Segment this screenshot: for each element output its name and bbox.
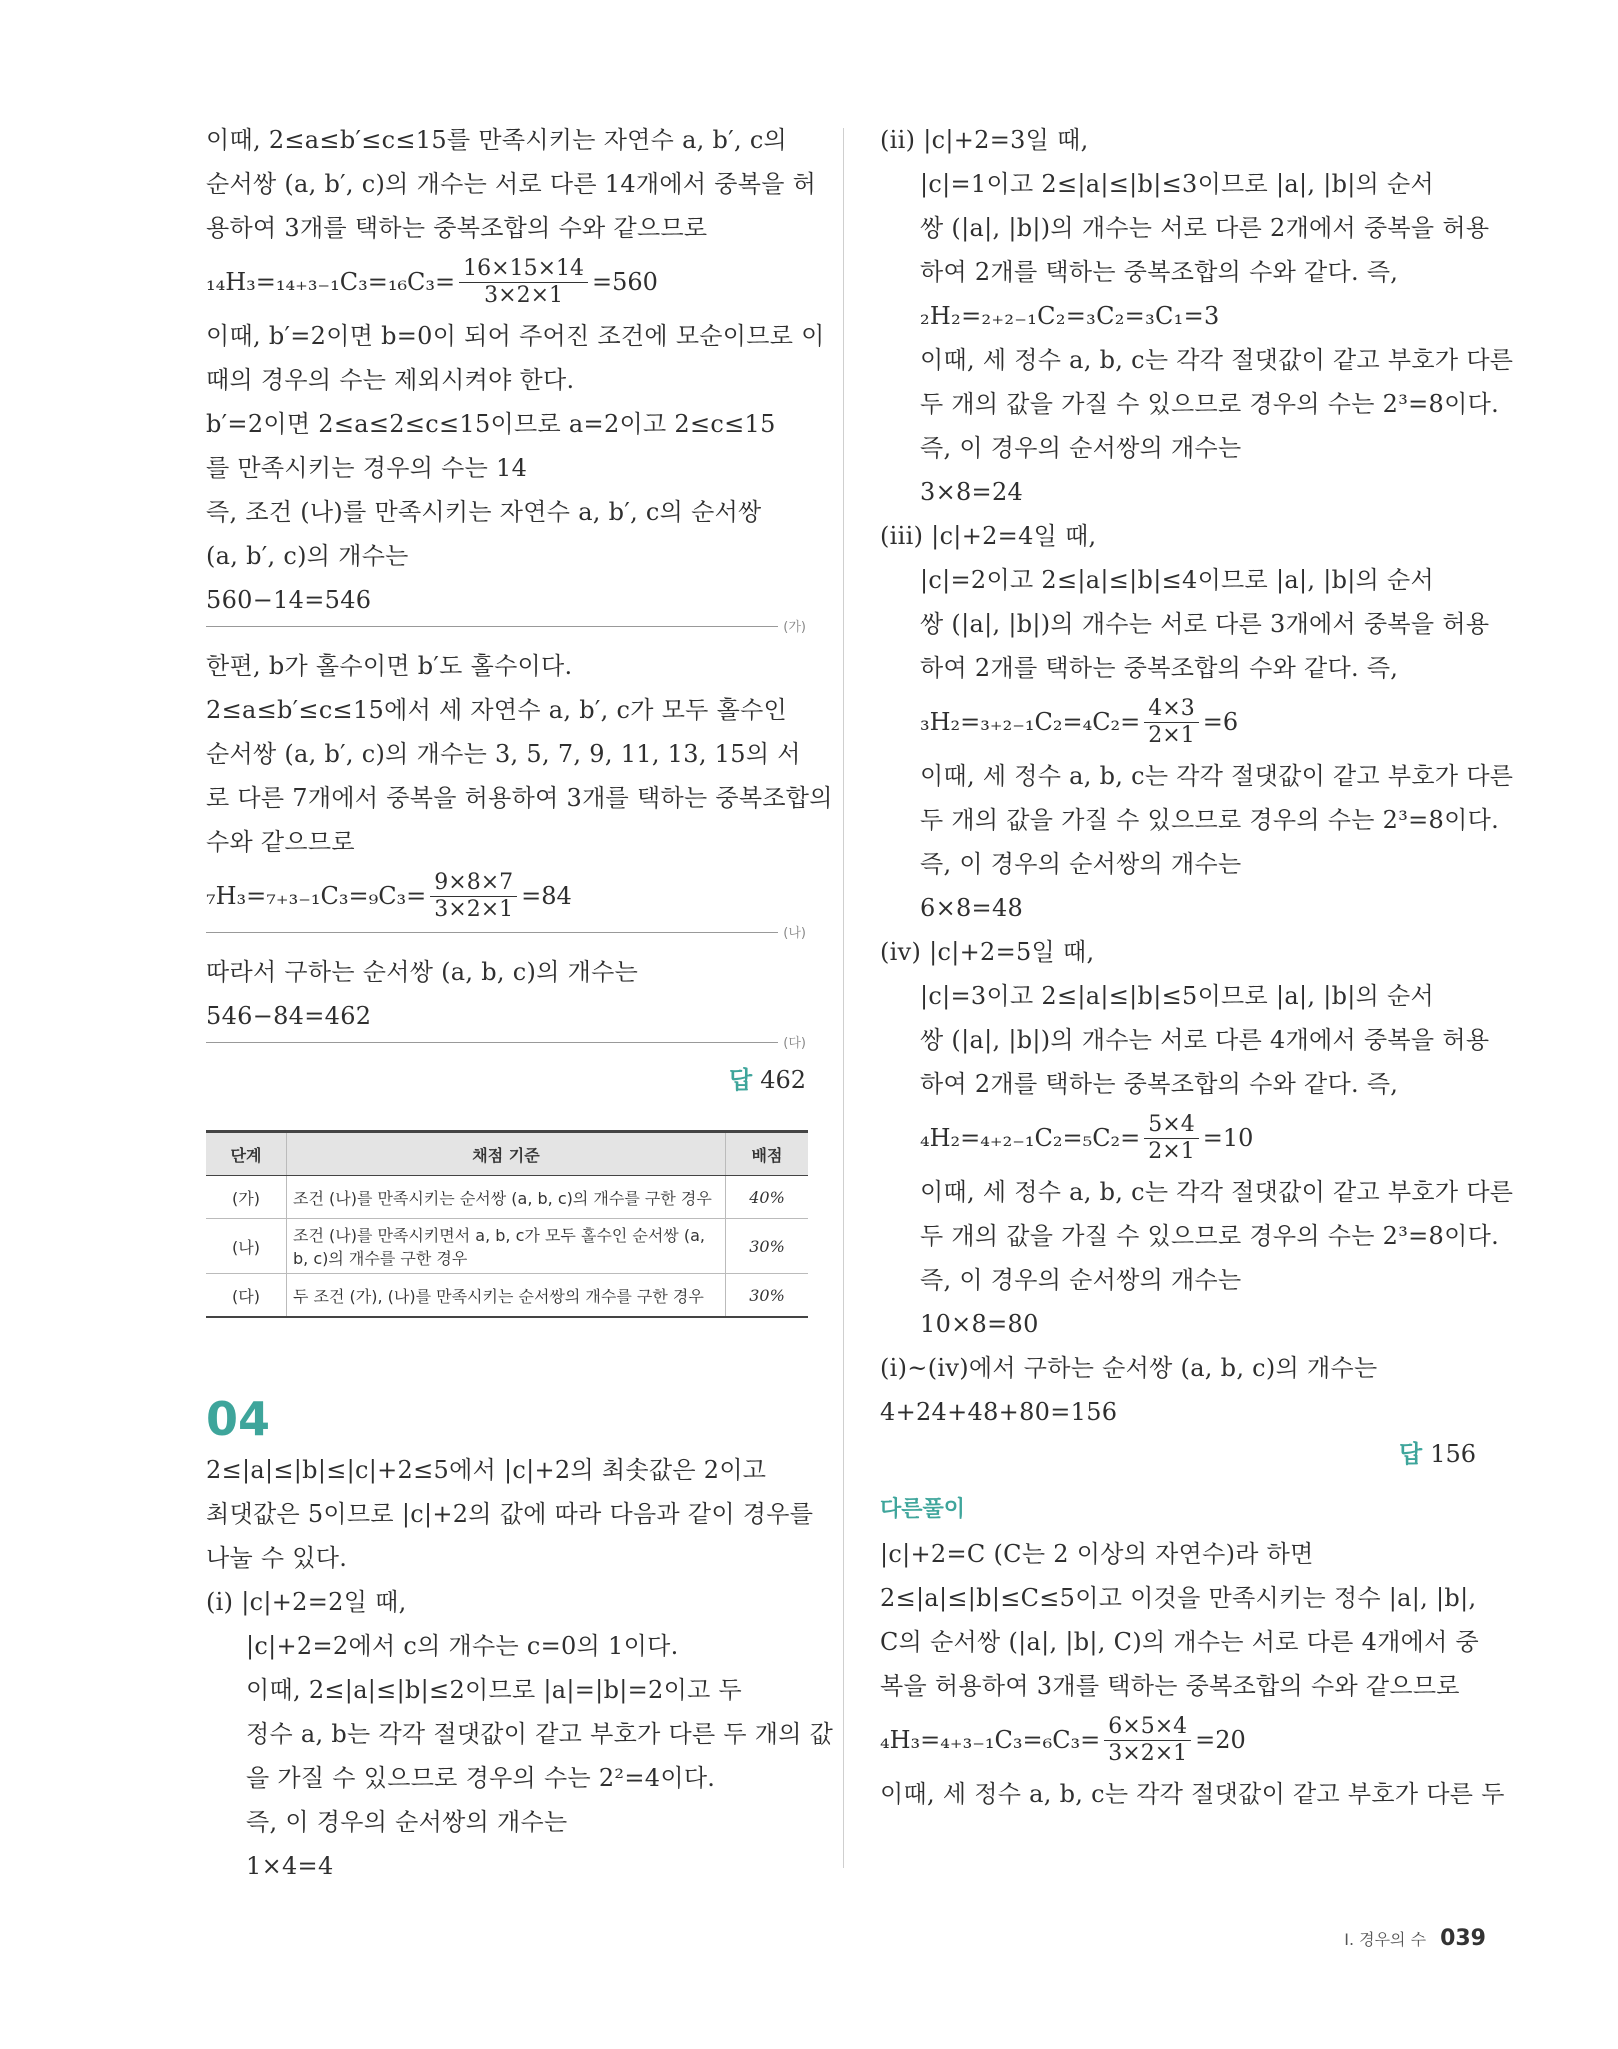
text-line: 2≤|a|≤|b|≤C≤5이고 이것을 만족시키는 정수 |a|, |b|,	[880, 1584, 1477, 1612]
step-marker-da	[206, 1038, 806, 1060]
text-line: 3×8=24	[920, 478, 1024, 506]
table-header: 배점	[726, 1132, 809, 1176]
case-1-body	[206, 1624, 834, 1888]
paragraph-5	[206, 1448, 814, 1580]
text-line: (i)~(iv)에서 구하는 순서쌍 (a, b, c)의 개수는	[880, 1354, 1378, 1382]
answer	[206, 1060, 806, 1100]
case-title: (i) |c|+2=2일 때,	[206, 1588, 407, 1616]
alt-solution-title: 다른풀이	[880, 1497, 966, 1522]
case-title: (ii) |c|+2=3일 때,	[880, 126, 1089, 154]
criterion-cell: 조건 (나)를 만족시키면서 a, b, c가 모두 홀수인 순서쌍 (a, b, c)의 개수를 구한 경우	[287, 1219, 726, 1274]
text-line: 때의 경우의 수는 제외시켜야 한다.	[206, 366, 575, 394]
text-line: 순서쌍 (a, b′, c)의 개수는 3, 5, 7, 9, 11, 13, 15의 서	[206, 740, 801, 768]
case-4-body	[880, 974, 1514, 1346]
fraction	[459, 256, 588, 309]
table-row	[206, 1274, 808, 1318]
text-line: 을 가질 수 있으므로 경우의 수는 2²=4이다.	[246, 1764, 716, 1792]
text-line: 하여 2개를 택하는 중복조합의 수와 같다. 즉,	[920, 654, 1399, 682]
equation-result: =20	[1195, 1726, 1246, 1754]
paragraph-2	[206, 314, 825, 622]
text-line: 복을 허용하여 3개를 택하는 중복조합의 수와 같으므로	[880, 1672, 1460, 1700]
equation-prefix: ₃H₂=₃₊₂₋₁C₂=₄C₂=	[920, 708, 1141, 736]
text-line: 순서쌍 (a, b′, c)의 개수는 서로 다른 14개에서 중복을 허	[206, 170, 817, 198]
section-label: Ⅰ. 경우의 수	[1344, 1930, 1427, 1949]
equation-result: =10	[1202, 1124, 1254, 1152]
answer-label: 답	[1399, 1440, 1423, 1468]
text-line: |c|+2=C (C는 2 이상의 자연수)라 하면	[880, 1540, 1314, 1568]
step-cell: (다)	[206, 1274, 287, 1318]
table-header: 단계	[206, 1132, 287, 1176]
text-line: |c|=2이고 2≤|a|≤|b|≤4이므로 |a|, |b|의 순서	[920, 566, 1435, 594]
text-line: 쌍 (|a|, |b|)의 개수는 서로 다른 2개에서 중복을 허용	[920, 214, 1490, 242]
score-cell: 40%	[726, 1176, 809, 1219]
equation-5	[880, 1708, 1476, 1772]
text-line: |c|+2=2에서 c의 개수는 c=0의 1이다.	[246, 1632, 679, 1660]
step-cell: (가)	[206, 1176, 287, 1219]
denominator: 2×1	[1148, 1138, 1195, 1164]
text-line: 정수 a, b는 각각 절댓값이 같고 부호가 다른 두 개의 값	[246, 1720, 834, 1748]
column-divider	[843, 128, 844, 1868]
text-line: C의 순서쌍 (|a|, |b|, C)의 개수는 서로 다른 4개에서 중	[880, 1628, 1479, 1656]
problem-number: 04	[206, 1392, 271, 1446]
denominator: 3×2×1	[1108, 1740, 1188, 1766]
step-tag: (가)	[783, 620, 806, 635]
score-cell: 30%	[726, 1219, 809, 1274]
equation-prefix: ₁₄H₃=₁₄₊₃₋₁C₃=₁₆C₃=	[206, 268, 456, 296]
text-line: 10×8=80	[920, 1310, 1039, 1338]
text-line: 쌍 (|a|, |b|)의 개수는 서로 다른 3개에서 중복을 허용	[920, 610, 1490, 638]
text-line: 따라서 구하는 순서쌍 (a, b, c)의 개수는	[206, 958, 639, 986]
text-line: 546−84=462	[206, 1002, 372, 1030]
text-line: |c|=3이고 2≤|a|≤|b|≤5이므로 |a|, |b|의 순서	[920, 982, 1435, 1010]
text-line: 2≤|a|≤|b|≤|c|+2≤5에서 |c|+2의 최솟값은 2이고	[206, 1456, 767, 1484]
text-line: (a, b′, c)의 개수는	[206, 542, 409, 570]
text-line: 두 개의 값을 가질 수 있으므로 경우의 수는 2³=8이다.	[920, 390, 1500, 418]
text-line: 이때, 2≤a≤b′≤c≤15를 만족시키는 자연수 a, b′, c의	[206, 126, 788, 154]
text-line: 두 개의 값을 가질 수 있으므로 경우의 수는 2³=8이다.	[920, 1222, 1500, 1250]
fraction	[1144, 1112, 1198, 1165]
fraction	[430, 870, 517, 923]
equation-prefix: ₄H₂=₄₊₂₋₁C₂=₅C₂=	[920, 1124, 1141, 1152]
text-line: 이때, 세 정수 a, b, c는 각각 절댓값이 같고 부호가 다른	[920, 1178, 1514, 1206]
text-line: 한편, b가 홀수이면 b′도 홀수이다.	[206, 652, 573, 680]
text-line: 1×4=4	[246, 1852, 334, 1880]
step-marker-ga	[206, 622, 806, 644]
alt-solution-body	[880, 1532, 1505, 1816]
text-line: 로 다른 7개에서 중복을 허용하여 3개를 택하는 중복조합의	[206, 784, 833, 812]
text-line: 용하여 3개를 택하는 중복조합의 수와 같으므로	[206, 214, 708, 242]
text-line: 즉, 조건 (나)를 만족시키는 자연수 a, b′, c의 순서쌍	[206, 498, 762, 526]
numerator: 16×15×14	[459, 256, 588, 283]
step-cell: (나)	[206, 1219, 287, 1274]
numerator: 6×5×4	[1104, 1714, 1191, 1741]
paragraph-1	[206, 118, 817, 250]
text-line: 최댓값은 5이므로 |c|+2의 값에 따라 다음과 같이 경우를	[206, 1500, 814, 1528]
text-line: 이때, 세 정수 a, b, c는 각각 절댓값이 같고 부호가 다른 두	[880, 1780, 1505, 1808]
answer-label: 답	[729, 1066, 753, 1094]
numerator: 5×4	[1144, 1112, 1198, 1139]
text-line: 즉, 이 경우의 순서쌍의 개수는	[920, 434, 1242, 462]
text-line: 이때, b′=2이면 b=0이 되어 주어진 조건에 모순이므로 이	[206, 322, 825, 350]
text-line: 나눌 수 있다.	[206, 1544, 348, 1572]
score-cell: 30%	[726, 1274, 809, 1318]
equation-3	[920, 690, 1476, 754]
text-line: 이때, 세 정수 a, b, c는 각각 절댓값이 같고 부호가 다른	[920, 346, 1514, 374]
page-number: 039	[1440, 1926, 1486, 1951]
right-column	[880, 118, 1514, 1816]
text-line: ₂H₂=₂₊₂₋₁C₂=₃C₂=₃C₁=3	[920, 302, 1220, 330]
text-line: |c|=1이고 2≤|a|≤|b|≤3이므로 |a|, |b|의 순서	[920, 170, 1435, 198]
step-tag: (나)	[783, 926, 806, 941]
text-line: 560−14=546	[206, 586, 372, 614]
paragraph-3	[206, 644, 833, 864]
denominator: 2×1	[1148, 722, 1195, 748]
text-line: 이때, 세 정수 a, b, c는 각각 절댓값이 같고 부호가 다른	[920, 762, 1514, 790]
answer-value: 462	[760, 1066, 806, 1094]
case-3-body	[880, 558, 1514, 930]
paragraph-4	[206, 950, 806, 1038]
fraction	[1144, 696, 1198, 749]
fraction	[1104, 1714, 1191, 1767]
answer	[880, 1434, 1476, 1474]
equation-2	[206, 864, 806, 928]
text-line: 즉, 이 경우의 순서쌍의 개수는	[920, 1266, 1242, 1294]
case-2-body	[880, 162, 1514, 514]
equation-result: =6	[1202, 708, 1239, 736]
step-tag: (다)	[783, 1036, 806, 1051]
page-footer	[1344, 1926, 1486, 1951]
criterion-cell: 두 조건 (가), (나)를 만족시키는 순서쌍의 개수를 구한 경우	[287, 1274, 726, 1318]
table-row	[206, 1219, 808, 1274]
equation-1	[206, 250, 806, 314]
denominator: 3×2×1	[484, 282, 564, 308]
text-line: 수와 같으므로	[206, 828, 355, 856]
step-marker-na	[206, 928, 806, 950]
equation-prefix: ₄H₃=₄₊₃₋₁C₃=₆C₃=	[880, 1726, 1101, 1754]
table-header: 채점 기준	[287, 1132, 726, 1176]
equation-prefix: ₇H₃=₇₊₃₋₁C₃=₉C₃=	[206, 882, 427, 910]
equation-result: =560	[592, 268, 658, 296]
grading-table	[206, 1130, 808, 1318]
numerator: 4×3	[1144, 696, 1198, 723]
text-line: 하여 2개를 택하는 중복조합의 수와 같다. 즉,	[920, 258, 1399, 286]
text-line: 쌍 (|a|, |b|)의 개수는 서로 다른 4개에서 중복을 허용	[920, 1026, 1490, 1054]
text-line: 6×8=48	[920, 894, 1024, 922]
text-line: 를 만족시키는 경우의 수는 14	[206, 454, 528, 482]
denominator: 3×2×1	[434, 896, 514, 922]
equation-result: =84	[521, 882, 572, 910]
case-title: (iv) |c|+2=5일 때,	[880, 938, 1095, 966]
text-line: b′=2이면 2≤a≤2≤c≤15이므로 a=2이고 2≤c≤15	[206, 410, 776, 438]
text-line: 2≤a≤b′≤c≤15에서 세 자연수 a, b′, c가 모두 홀수인	[206, 696, 788, 724]
text-line: 두 개의 값을 가질 수 있으므로 경우의 수는 2³=8이다.	[920, 806, 1500, 834]
answer-value: 156	[1430, 1440, 1476, 1468]
table-row	[206, 1176, 808, 1219]
text-line: 즉, 이 경우의 순서쌍의 개수는	[246, 1808, 568, 1836]
equation-4	[920, 1106, 1476, 1170]
text-line: 이때, 2≤|a|≤|b|≤2이므로 |a|=|b|=2이고 두	[246, 1676, 742, 1704]
left-column	[206, 118, 834, 1888]
case-title: (iii) |c|+2=4일 때,	[880, 522, 1097, 550]
numerator: 9×8×7	[430, 870, 517, 897]
text-line: 하여 2개를 택하는 중복조합의 수와 같다. 즉,	[920, 1070, 1399, 1098]
text-line: 4+24+48+80=156	[880, 1398, 1118, 1426]
text-line: 즉, 이 경우의 순서쌍의 개수는	[920, 850, 1242, 878]
criterion-cell: 조건 (나)를 만족시키는 순서쌍 (a, b, c)의 개수를 구한 경우	[287, 1176, 726, 1219]
